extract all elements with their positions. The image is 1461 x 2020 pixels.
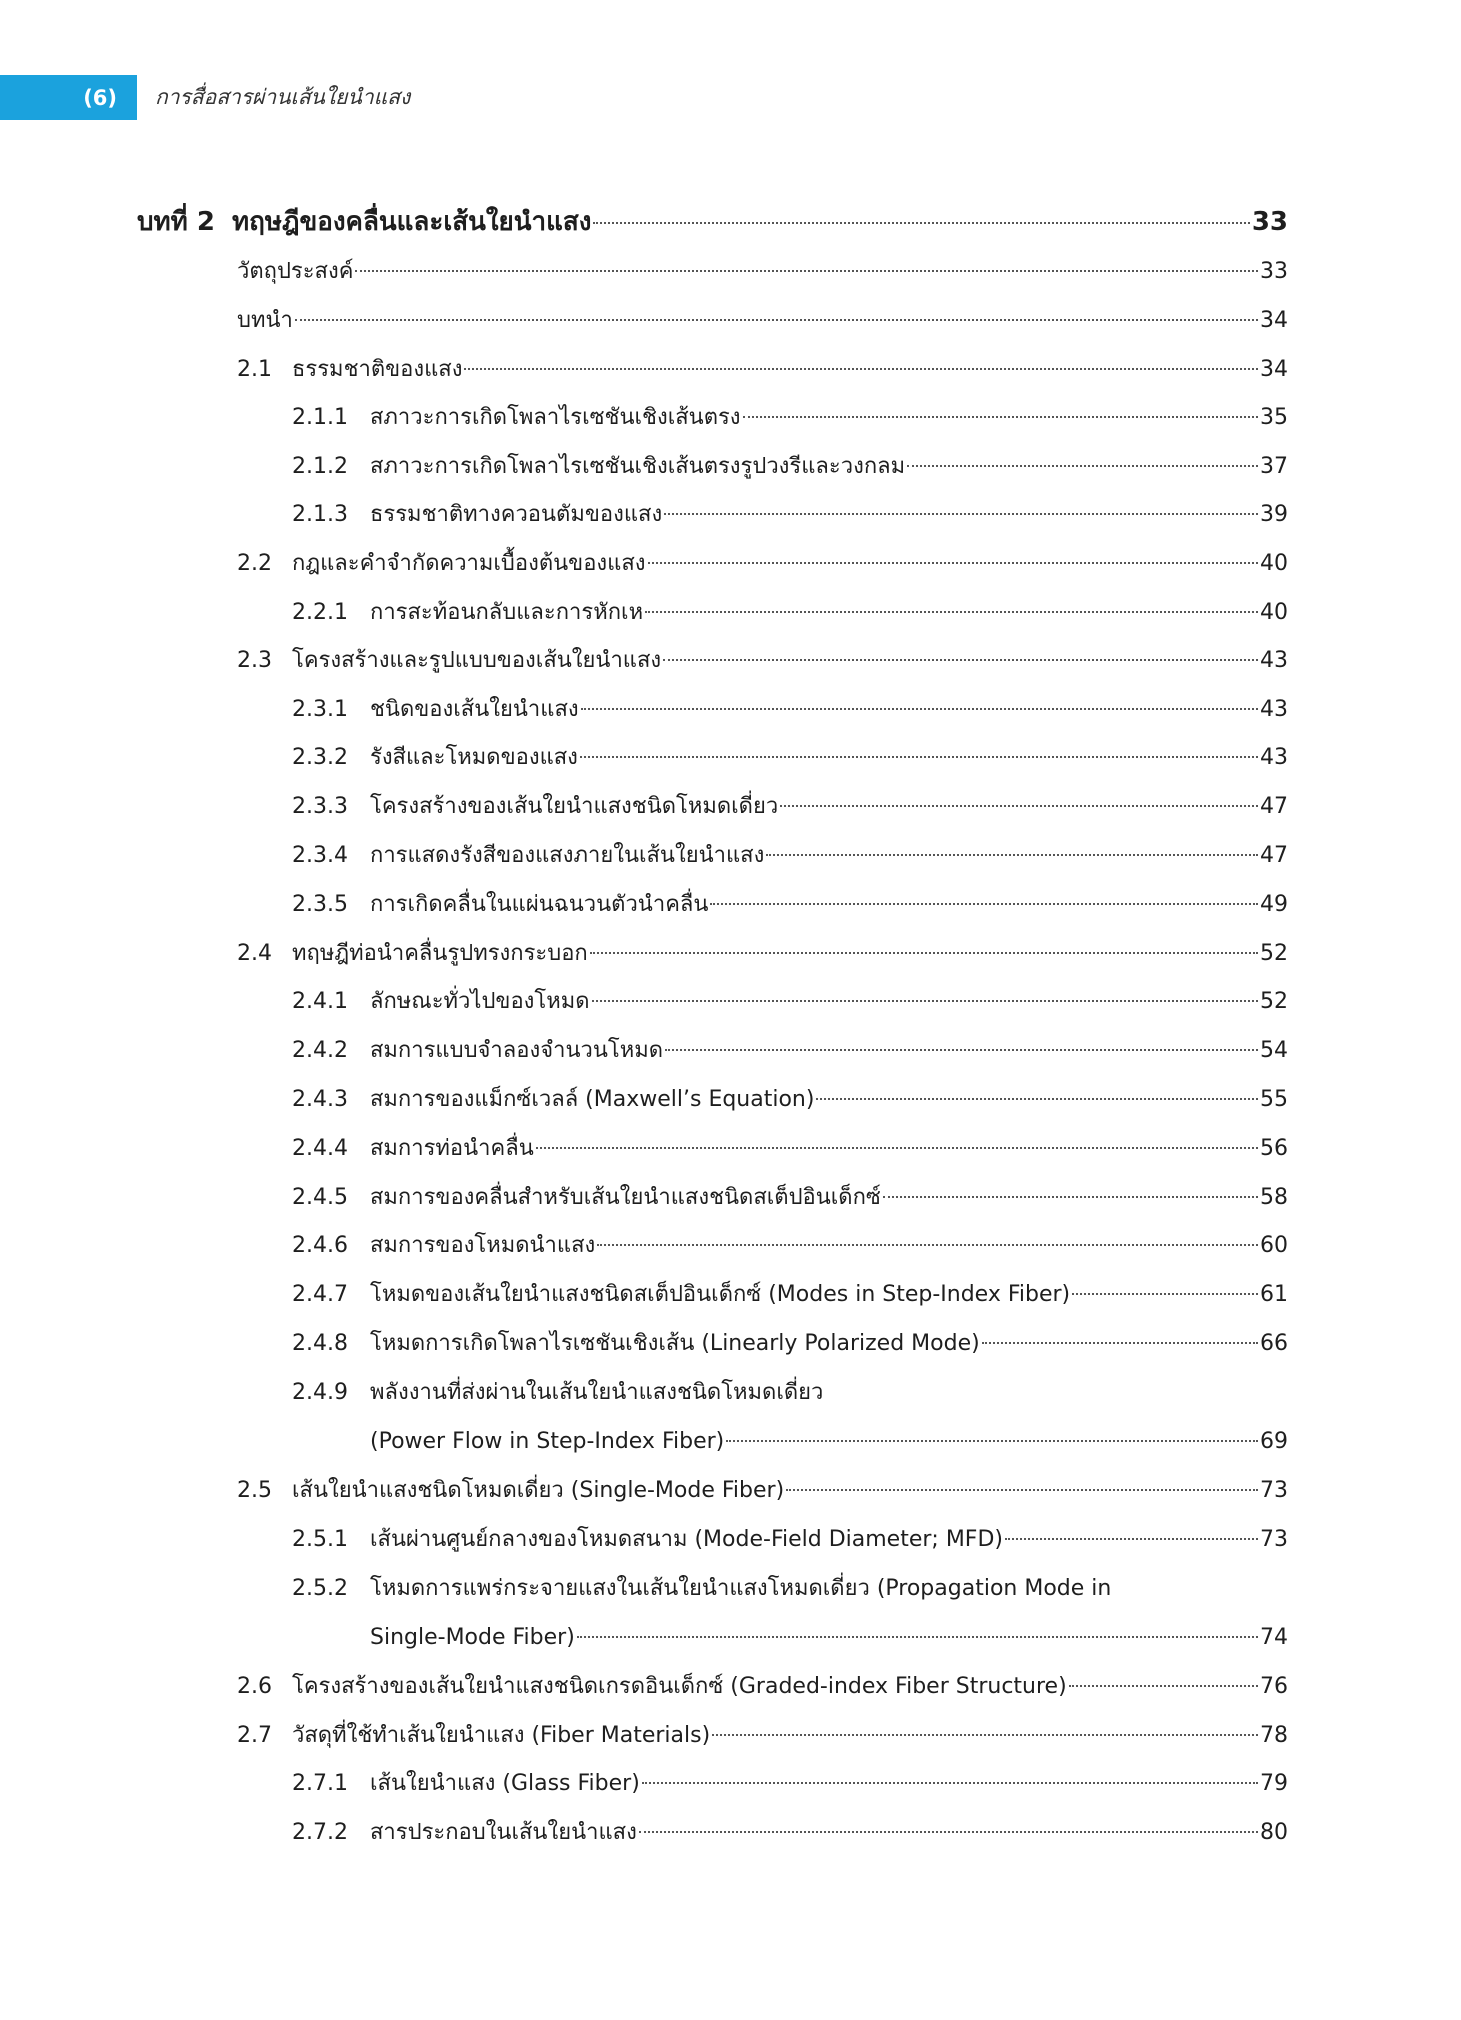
section-title: บทนำ: [237, 308, 293, 333]
toc-entry[interactable]: [292, 1767, 1288, 1801]
page-ref: 47: [1260, 843, 1288, 868]
section-number: 2.7.1: [292, 1771, 348, 1796]
section-number: 2.6: [237, 1674, 272, 1699]
chapter-page: 33: [1251, 207, 1288, 237]
section-title: โหมดของเส้นใยนำแสงชนิดสเต็ปอินเด็กซ์ (Modes in Step-Index Fiber): [370, 1282, 1071, 1307]
page-ref: 55: [1260, 1087, 1288, 1112]
toc-entry[interactable]: [292, 1816, 1288, 1850]
section-title: โหมดการเกิดโพลาไรเซชันเชิงเส้น (Linearly Polarized Mode): [370, 1331, 980, 1356]
section-title: ทฤษฎีท่อนำคลื่นรูปทรงกระบอก: [292, 941, 588, 966]
page-ref: 47: [1260, 794, 1288, 819]
section-number: 2.4.4: [292, 1136, 348, 1161]
toc-entry[interactable]: [292, 1376, 823, 1410]
dot-leader: [1069, 1685, 1258, 1687]
page-ref: 69: [1260, 1429, 1288, 1454]
section-title: สารประกอบในเส้นใยนำแสง: [370, 1820, 637, 1845]
section-title: การสะท้อนกลับและการหักเห: [370, 600, 644, 625]
dot-leader: [663, 659, 1258, 661]
toc-entry[interactable]: [292, 693, 1288, 727]
dot-leader: [464, 368, 1258, 370]
page-ref: 34: [1260, 357, 1288, 382]
toc-entry[interactable]: [237, 304, 1288, 338]
section-number: 2.4.6: [292, 1233, 348, 1258]
dot-leader: [712, 1734, 1258, 1736]
book-title: การสื่อสารผ่านเส้นใยนำแสง: [155, 85, 411, 109]
page-ref: 76: [1260, 1674, 1288, 1699]
section-number: 2.1.3: [292, 502, 348, 527]
toc-entry[interactable]: [292, 839, 1288, 873]
section-title: ธรรมชาติทางควอนตัมของแสง: [370, 502, 663, 527]
running-header: [0, 75, 600, 120]
section-number: 2.4.7: [292, 1282, 348, 1307]
toc-entry[interactable]: [292, 1132, 1288, 1166]
dot-leader: [590, 952, 1258, 954]
dot-leader: [580, 756, 1258, 758]
toc-entry[interactable]: [292, 888, 1288, 922]
section-title: สภาวะการเกิดโพลาไรเซชันเชิงเส้นตรงรูปวงรีและวงกลม: [370, 454, 906, 479]
page-ref: 34: [1260, 308, 1288, 333]
toc-entry[interactable]: [292, 985, 1288, 1019]
page-ref: 79: [1260, 1771, 1288, 1796]
section-title-continued: (Power Flow in Step-Index Fiber): [370, 1429, 725, 1454]
section-number: 2.7: [237, 1723, 272, 1748]
dot-leader: [577, 1636, 1258, 1638]
page-ref: 43: [1260, 745, 1288, 770]
toc-entry[interactable]: [237, 353, 1288, 387]
section-title: เส้นผ่านศูนย์กลางของโหมดสนาม (Mode-Field Diameter; MFD): [370, 1527, 1003, 1552]
toc-entry[interactable]: [292, 498, 1288, 532]
page-ref: 58: [1260, 1185, 1288, 1210]
section-title: รังสีและโหมดของแสง: [370, 745, 578, 770]
section-number: 2.4.5: [292, 1185, 348, 1210]
section-title: โหมดการแพร่กระจายแสงในเส้นใยนำแสงโหมดเดี่ยว (Propagation Mode in: [370, 1576, 1112, 1601]
toc-entry-continuation[interactable]: [370, 1425, 1288, 1459]
dot-leader: [907, 465, 1258, 467]
page-ref: 40: [1260, 551, 1288, 576]
section-number: 2.5.1: [292, 1527, 348, 1552]
toc-entry[interactable]: [237, 547, 1288, 581]
toc-entry[interactable]: [292, 450, 1288, 484]
dot-leader: [664, 513, 1258, 515]
page-ref: 60: [1260, 1233, 1288, 1258]
dot-leader: [355, 270, 1258, 272]
section-number: 2.4.9: [292, 1380, 348, 1405]
dot-leader: [780, 805, 1258, 807]
section-title: สมการแบบจำลองจำนวนโหมด: [370, 1038, 663, 1063]
section-number: 2.4.1: [292, 989, 348, 1014]
section-number: 2.4.8: [292, 1331, 348, 1356]
page-ref: 73: [1260, 1478, 1288, 1503]
dot-leader: [710, 903, 1258, 905]
section-title: สมการของแม็กซ์เวลล์ (Maxwell’s Equation): [370, 1087, 815, 1112]
chapter-label: บทที่ 2: [137, 207, 215, 237]
dot-leader: [536, 1147, 1258, 1149]
page-ref: 78: [1260, 1723, 1288, 1748]
section-number: 2.3.2: [292, 745, 348, 770]
dot-leader: [1072, 1293, 1258, 1295]
chapter-title: ทฤษฎีของคลื่นและเส้นใยนำแสง: [232, 207, 592, 237]
section-number: 2.1.1: [292, 405, 348, 430]
dot-leader: [766, 854, 1258, 856]
section-title: ธรรมชาติของแสง: [292, 357, 463, 382]
toc-entry[interactable]: [237, 937, 1288, 971]
section-title: โครงสร้างของเส้นใยนำแสงชนิดเกรดอินเด็กซ์ (Graded-index Fiber Structure): [292, 1674, 1067, 1699]
section-number: 2.3: [237, 648, 272, 673]
page-ref: 40: [1260, 600, 1288, 625]
dot-leader: [645, 611, 1258, 613]
section-title: ชนิดของเส้นใยนำแสง: [370, 697, 579, 722]
section-number: 2.7.2: [292, 1820, 348, 1845]
section-number: 2.1.2: [292, 454, 348, 479]
toc-entry[interactable]: [292, 1278, 1288, 1312]
section-number: 2.5.2: [292, 1576, 348, 1601]
toc-entry[interactable]: [292, 741, 1288, 775]
toc-entry[interactable]: [237, 1474, 1288, 1508]
toc-entry-continuation[interactable]: [370, 1621, 1288, 1655]
page-number-tab: [0, 75, 137, 120]
dot-leader: [883, 1196, 1258, 1198]
section-number: 2.3.4: [292, 843, 348, 868]
dot-leader: [642, 1782, 1258, 1784]
toc-entry[interactable]: [292, 1523, 1288, 1557]
dot-leader: [593, 222, 1249, 224]
page-ref: 61: [1260, 1282, 1288, 1307]
section-title: โครงสร้างและรูปแบบของเส้นใยนำแสง: [292, 648, 662, 673]
section-title: ลักษณะทั่วไปของโหมด: [370, 989, 590, 1014]
section-title: สมการของคลื่นสำหรับเส้นใยนำแสงชนิดสเต็ปอินเด็กซ์: [370, 1185, 881, 1210]
toc-entry[interactable]: [237, 255, 1288, 289]
toc-entry[interactable]: [237, 1719, 1288, 1753]
page-ref: 74: [1260, 1625, 1288, 1650]
toc-entry[interactable]: [292, 401, 1288, 435]
dot-leader: [581, 708, 1258, 710]
section-title: กฎและคำจำกัดความเบื้องต้นของแสง: [292, 551, 646, 576]
toc-entry[interactable]: [292, 1181, 1288, 1215]
page-ref: 73: [1260, 1527, 1288, 1552]
toc-entry[interactable]: [237, 644, 1288, 678]
dot-leader: [743, 416, 1258, 418]
toc-entry[interactable]: [292, 596, 1288, 630]
section-title: โครงสร้างของเส้นใยนำแสงชนิดโหมดเดี่ยว: [370, 794, 779, 819]
section-title: วัสดุที่ใช้ทำเส้นใยนำแสง (Fiber Materials): [292, 1723, 711, 1748]
page-ref: 43: [1260, 648, 1288, 673]
page-ref: 54: [1260, 1038, 1288, 1063]
section-title: เส้นใยนำแสง (Glass Fiber): [370, 1771, 640, 1796]
page-ref: 37: [1260, 454, 1288, 479]
section-number: 2.5: [237, 1478, 272, 1503]
dot-leader: [295, 319, 1258, 321]
page-ref: 56: [1260, 1136, 1288, 1161]
toc-chapter-row[interactable]: [137, 202, 1288, 242]
section-number: 2.2: [237, 551, 272, 576]
section-title: วัตถุประสงค์: [237, 259, 354, 284]
section-number: 2.3.3: [292, 794, 348, 819]
section-title: พลังงานที่ส่งผ่านในเส้นใยนำแสงชนิดโหมดเดี่ยว: [370, 1380, 824, 1405]
dot-leader: [1005, 1538, 1258, 1540]
toc-entry[interactable]: [292, 1327, 1288, 1361]
section-title: สมการของโหมดนำแสง: [370, 1233, 596, 1258]
toc-entry[interactable]: [292, 1083, 1288, 1117]
section-title: สมการท่อนำคลื่น: [370, 1136, 534, 1161]
page-ref: 33: [1260, 259, 1288, 284]
section-title: สภาวะการเกิดโพลาไรเซชันเชิงเส้นตรง: [370, 405, 741, 430]
section-number: 2.2.1: [292, 600, 348, 625]
page-ref: 52: [1260, 941, 1288, 966]
page-ref: 35: [1260, 405, 1288, 430]
dot-leader: [816, 1098, 1258, 1100]
page-ref: 39: [1260, 502, 1288, 527]
dot-leader: [592, 1000, 1258, 1002]
dot-leader: [726, 1440, 1258, 1442]
section-number: 2.3.1: [292, 697, 348, 722]
dot-leader: [786, 1489, 1258, 1491]
toc-entry[interactable]: [292, 1229, 1288, 1263]
toc-entry[interactable]: [292, 1572, 1111, 1606]
section-number: 2.3.5: [292, 892, 348, 917]
section-number: 2.4: [237, 941, 272, 966]
toc-entry[interactable]: [292, 1034, 1288, 1068]
section-title: การแสดงรังสีของแสงภายในเส้นใยนำแสง: [370, 843, 765, 868]
page-ref: 43: [1260, 697, 1288, 722]
page-ref: 66: [1260, 1331, 1288, 1356]
toc-entry[interactable]: [237, 1670, 1288, 1704]
dot-leader: [665, 1049, 1258, 1051]
section-title: เส้นใยนำแสงชนิดโหมดเดี่ยว (Single-Mode Fiber): [292, 1478, 785, 1503]
dot-leader: [597, 1244, 1258, 1246]
section-number: 2.4.2: [292, 1038, 348, 1063]
dot-leader: [648, 562, 1258, 564]
toc-entry[interactable]: [292, 790, 1288, 824]
page-number: (6): [83, 85, 117, 110]
section-title-continued: Single-Mode Fiber): [370, 1625, 575, 1650]
dot-leader: [639, 1831, 1258, 1833]
section-number: 2.4.3: [292, 1087, 348, 1112]
section-number: 2.1: [237, 357, 272, 382]
page-ref: 52: [1260, 989, 1288, 1014]
page-ref: 49: [1260, 892, 1288, 917]
dot-leader: [982, 1342, 1258, 1344]
section-title: การเกิดคลื่นในแผ่นฉนวนตัวนำคลื่น: [370, 892, 709, 917]
page-ref: 80: [1260, 1820, 1288, 1845]
